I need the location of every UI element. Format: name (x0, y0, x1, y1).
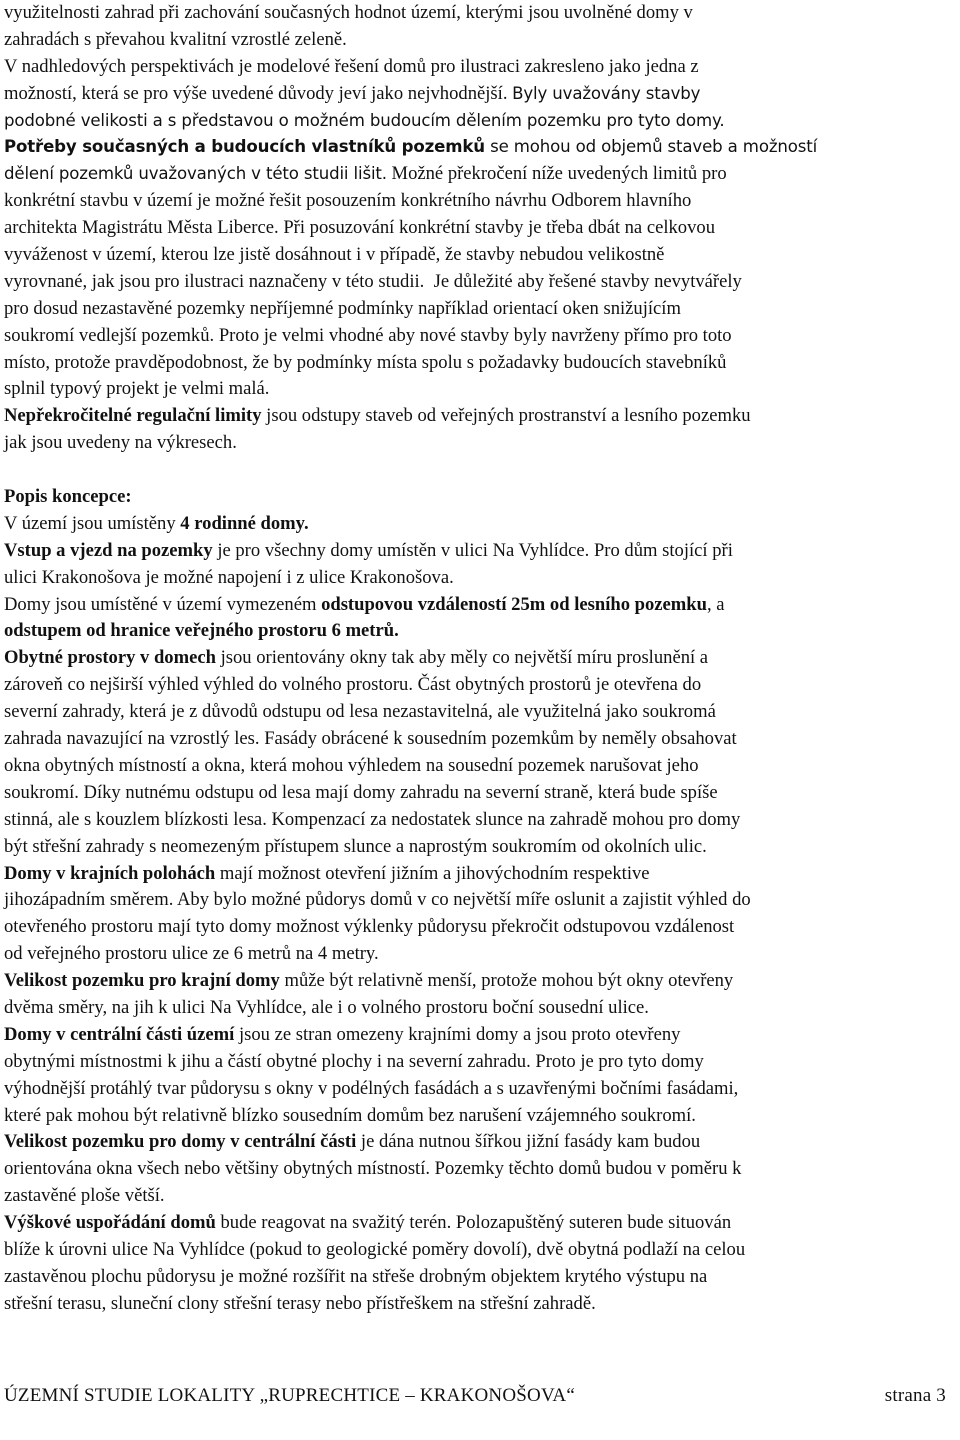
text-run: zahrada navazující na vzrostlý les. Fasády obrácené k sousedním pozemkům by neměly obsahovat (4, 728, 737, 750)
text-line (4, 995, 956, 1022)
text-line (4, 1210, 956, 1237)
text-run: konkrétní stavbu v území je možné řešit posouzením konkrétního návrhu Odborem hlavního (4, 190, 692, 212)
text-line (4, 81, 956, 108)
text-run: severní zahrady, která je z důvodů odstupu od lesa nezastavitelná, ale využitelná jako soukromá (4, 701, 716, 723)
text-line (4, 0, 956, 27)
bold-text-run: Domy v centrální části území (4, 1023, 235, 1045)
text-run: je pro všechny domy umístěn v ulici Na Vyhlídce. Pro dům stojící při (212, 539, 733, 561)
bold-text-run: odstupovou vzdáleností 25m od lesního pozemku (321, 593, 707, 615)
text-line (4, 296, 956, 323)
text-run: zároveň co nejširší výhled výhled do volného prostoru. Část obytných prostorů je otevřena do (4, 674, 702, 696)
bold-text-run: 4 rodinné domy. (180, 512, 309, 534)
text-run: splnil typový projekt je velmi malá. (4, 378, 270, 400)
text-line (4, 726, 956, 753)
text-run: ulici Krakonošova je možné napojení i z ulice Krakonošova. (4, 566, 454, 588)
text-run: otevřeného prostoru mají tyto domy možnost výklenky půdorysu překročit odstupovou vzdálenost (4, 916, 735, 938)
text-line (4, 108, 956, 135)
text-run: jsou orientovány okny tak aby měly co největší míru proslunění a (215, 647, 709, 669)
text-line (4, 403, 956, 430)
text-line (4, 188, 956, 215)
text-line (4, 1237, 956, 1264)
text-line (4, 1291, 956, 1318)
text-line (4, 54, 956, 81)
text-run: V nadhledových perspektivách je modelové řešení domů pro ilustraci zakresleno jako jedna z (4, 55, 699, 77)
text-run: blíže k úrovni ulice Na Vyhlídce (pokud to geologické poměry dovolí), dvě obytná podlaží na celou (4, 1238, 746, 1260)
text-line (4, 484, 956, 511)
paragraph-spacer (4, 457, 956, 484)
text-run: stinná, ale s kouzlem blízkosti lesa. Kompenzací za nedostatek slunce na zahradě mohou pro domy (4, 808, 741, 830)
text-run: jsou ze stran omezeny krajními domy a jsou proto otevřeny (234, 1023, 681, 1045)
text-line (4, 887, 956, 914)
text-line (4, 645, 956, 672)
bold-text-run: Výškové uspořádání domů (4, 1212, 216, 1234)
text-run: soukromí. Díky nutnému odstupu od lesa mají domy zahradu na severní straně, která bude spíše (4, 781, 718, 803)
text-run: bude reagovat na svažitý terén. Polozapuštěný suteren bude situován (215, 1212, 732, 1234)
bold-text-run: Domy v krajních polohách (4, 862, 216, 884)
text-line (4, 430, 956, 457)
text-run: využitelnosti zahrad při zachování současných hodnot území, kterými jsou uvolněné domy v (4, 2, 693, 23)
document-body (4, 0, 956, 1318)
text-run: podobné velikosti a s představou o možném budoucím dělením pozemku pro tyto domy. (4, 110, 725, 130)
text-line (4, 1264, 956, 1291)
text-line (4, 1129, 956, 1156)
bold-text-run: odstupem od hranice veřejného prostoru 6 metrů. (4, 620, 399, 642)
text-run: soukromí vedlejší pozemků. Proto je velmi vhodné aby nové stavby byly navrženy přímo pro toto (4, 324, 732, 346)
text-run: jak jsou uvedeny na výkresech. (4, 432, 237, 454)
text-line (4, 538, 956, 565)
text-line (4, 834, 956, 861)
bold-text-run: Velikost pozemku pro krajní domy (4, 970, 280, 992)
bold-text-run: Potřeby současných a budoucích vlastníků pozemků (4, 137, 485, 157)
text-run: pro dosud nezastavěné pozemky nepříjemné podmínky například orientací oken snižujícím (4, 297, 681, 319)
text-run: jihozápadním směrem. Aby bylo možné půdorys domů v co největší míře oslunit a zajistit výhled do (4, 889, 751, 911)
footer-title: ÚZEMNÍ STUDIE LOKALITY „RUPRECHTICE – KRAKONOŠOVA“ (4, 1385, 575, 1406)
text-run: Domy jsou umístěné v území vymezeném (4, 593, 322, 615)
text-run: mají možnost otevření jižním a jihovýchodním respektive (215, 862, 650, 884)
bold-text-run: Nepřekročitelné regulační limity (4, 405, 262, 427)
text-line (4, 753, 956, 780)
text-run: vyrovnané, jak jsou pro ilustraci naznačeny v této studii. Je důležité aby řešené stavby nevytvářely (4, 270, 742, 292)
text-run: výhodnější protáhlý tvar půdorysu s okny v podélných fasádách a s uzavřenými bočními fasádami, (4, 1077, 739, 1099)
text-run: obytnými místnostmi k jihu a částí obytné plochy i na severní zahradu. Proto je pro tyto domy (4, 1050, 704, 1072)
text-run: být střešní zahrady s neomezeným přístupem slunce a naprostým soukromím od okolních ulic. (4, 835, 707, 857)
bold-text-run: Popis koncepce: (4, 486, 132, 508)
text-line (4, 699, 956, 726)
text-run: střešní terasu, sluneční clony střešní terasy nebo přístřeškem na střešní zahradě. (4, 1292, 596, 1314)
text-run: místo, protože pravděpodobnost, že by podmínky místa spolu s požadavky budoucích stavebníků (4, 351, 727, 373)
text-run: architekta Magistrátu Města Liberce. (4, 217, 284, 239)
bold-text-run: Obytné prostory v domech (4, 647, 216, 669)
text-line (4, 376, 956, 403)
text-run: je dána nutnou šířkou jižní fasády kam budou (356, 1131, 701, 1153)
text-line (4, 1156, 956, 1183)
text-run: Možné překročení níže uvedených limitů pro (386, 163, 727, 185)
text-line (4, 941, 956, 968)
text-line (4, 27, 956, 54)
paragraph (4, 0, 956, 457)
text-run: které pak mohou být relativně blízko sousedním domům bez narušení vzájemného soukromí. (4, 1104, 696, 1126)
text-line (4, 780, 956, 807)
text-run: zastavěné ploše větší. (4, 1185, 165, 1207)
text-line (4, 861, 956, 888)
text-line (4, 672, 956, 699)
text-line (4, 350, 956, 377)
text-run: zahradách s převahou kvalitní vzrostlé zeleně. (4, 28, 347, 50)
text-line (4, 1183, 956, 1210)
text-line (4, 1022, 956, 1049)
text-line (4, 618, 956, 645)
text-run: jsou odstupy staveb od veřejných prostranství a lesního pozemku (261, 405, 751, 427)
text-line (4, 565, 956, 592)
text-run: Při posuzování konkrétní stavby je třeba dbát na celkovou (283, 217, 715, 239)
text-run: V území jsou umístěny (4, 512, 181, 534)
text-run: dvěma směry, na jih k ulici Na Vyhlídce, ale i o volného prostoru boční sousední ulice. (4, 996, 649, 1018)
text-run: dělení pozemků uvažovaných v této studii lišit. (4, 164, 387, 184)
text-run: orientována okna všech nebo většiny obytných místností. Pozemky těchto domů budou v poměru k (4, 1158, 742, 1180)
text-run: , a (706, 593, 725, 615)
text-line (4, 1103, 956, 1130)
text-line (4, 134, 956, 161)
text-run: se mohou od objemů staveb a možností (484, 137, 818, 157)
text-line (4, 511, 956, 538)
text-line (4, 1049, 956, 1076)
bold-text-run: Vstup a vjezd na pozemky (4, 539, 213, 561)
footer-page-number: strana 3 (884, 1385, 946, 1406)
text-run: Byly uvažovány stavby (512, 83, 701, 103)
text-line (4, 161, 956, 188)
text-line (4, 914, 956, 941)
text-line (4, 242, 956, 269)
bold-text-run: Velikost pozemku pro domy v centrální části (4, 1131, 357, 1153)
text-line (4, 592, 956, 619)
text-run: zastavěnou plochu půdorysu je možné rozšířit na střeše drobným objektem krytého výstupu na (4, 1265, 708, 1287)
text-run: okna obytných místností a okna, která mohou výhledem na sousední pozemek narušovat jeho (4, 754, 699, 776)
text-run: vyváženost v území, kterou lze jistě dosáhnout i v případě, že stavby nebudou velikostně (4, 244, 665, 266)
text-run: může být relativně menší, protože mohou být okny otevřeny (279, 970, 734, 992)
text-line (4, 323, 956, 350)
text-run: od veřejného prostoru ulice ze 6 metrů na 4 metry. (4, 943, 379, 965)
text-line (4, 968, 956, 995)
text-line (4, 1076, 956, 1103)
text-line (4, 807, 956, 834)
page-footer (4, 1385, 946, 1415)
text-run: možností, která se pro výše uvedené důvody jeví jako nejvhodnější. (4, 82, 513, 104)
text-line (4, 215, 956, 242)
text-line (4, 269, 956, 296)
paragraph (4, 484, 956, 1318)
